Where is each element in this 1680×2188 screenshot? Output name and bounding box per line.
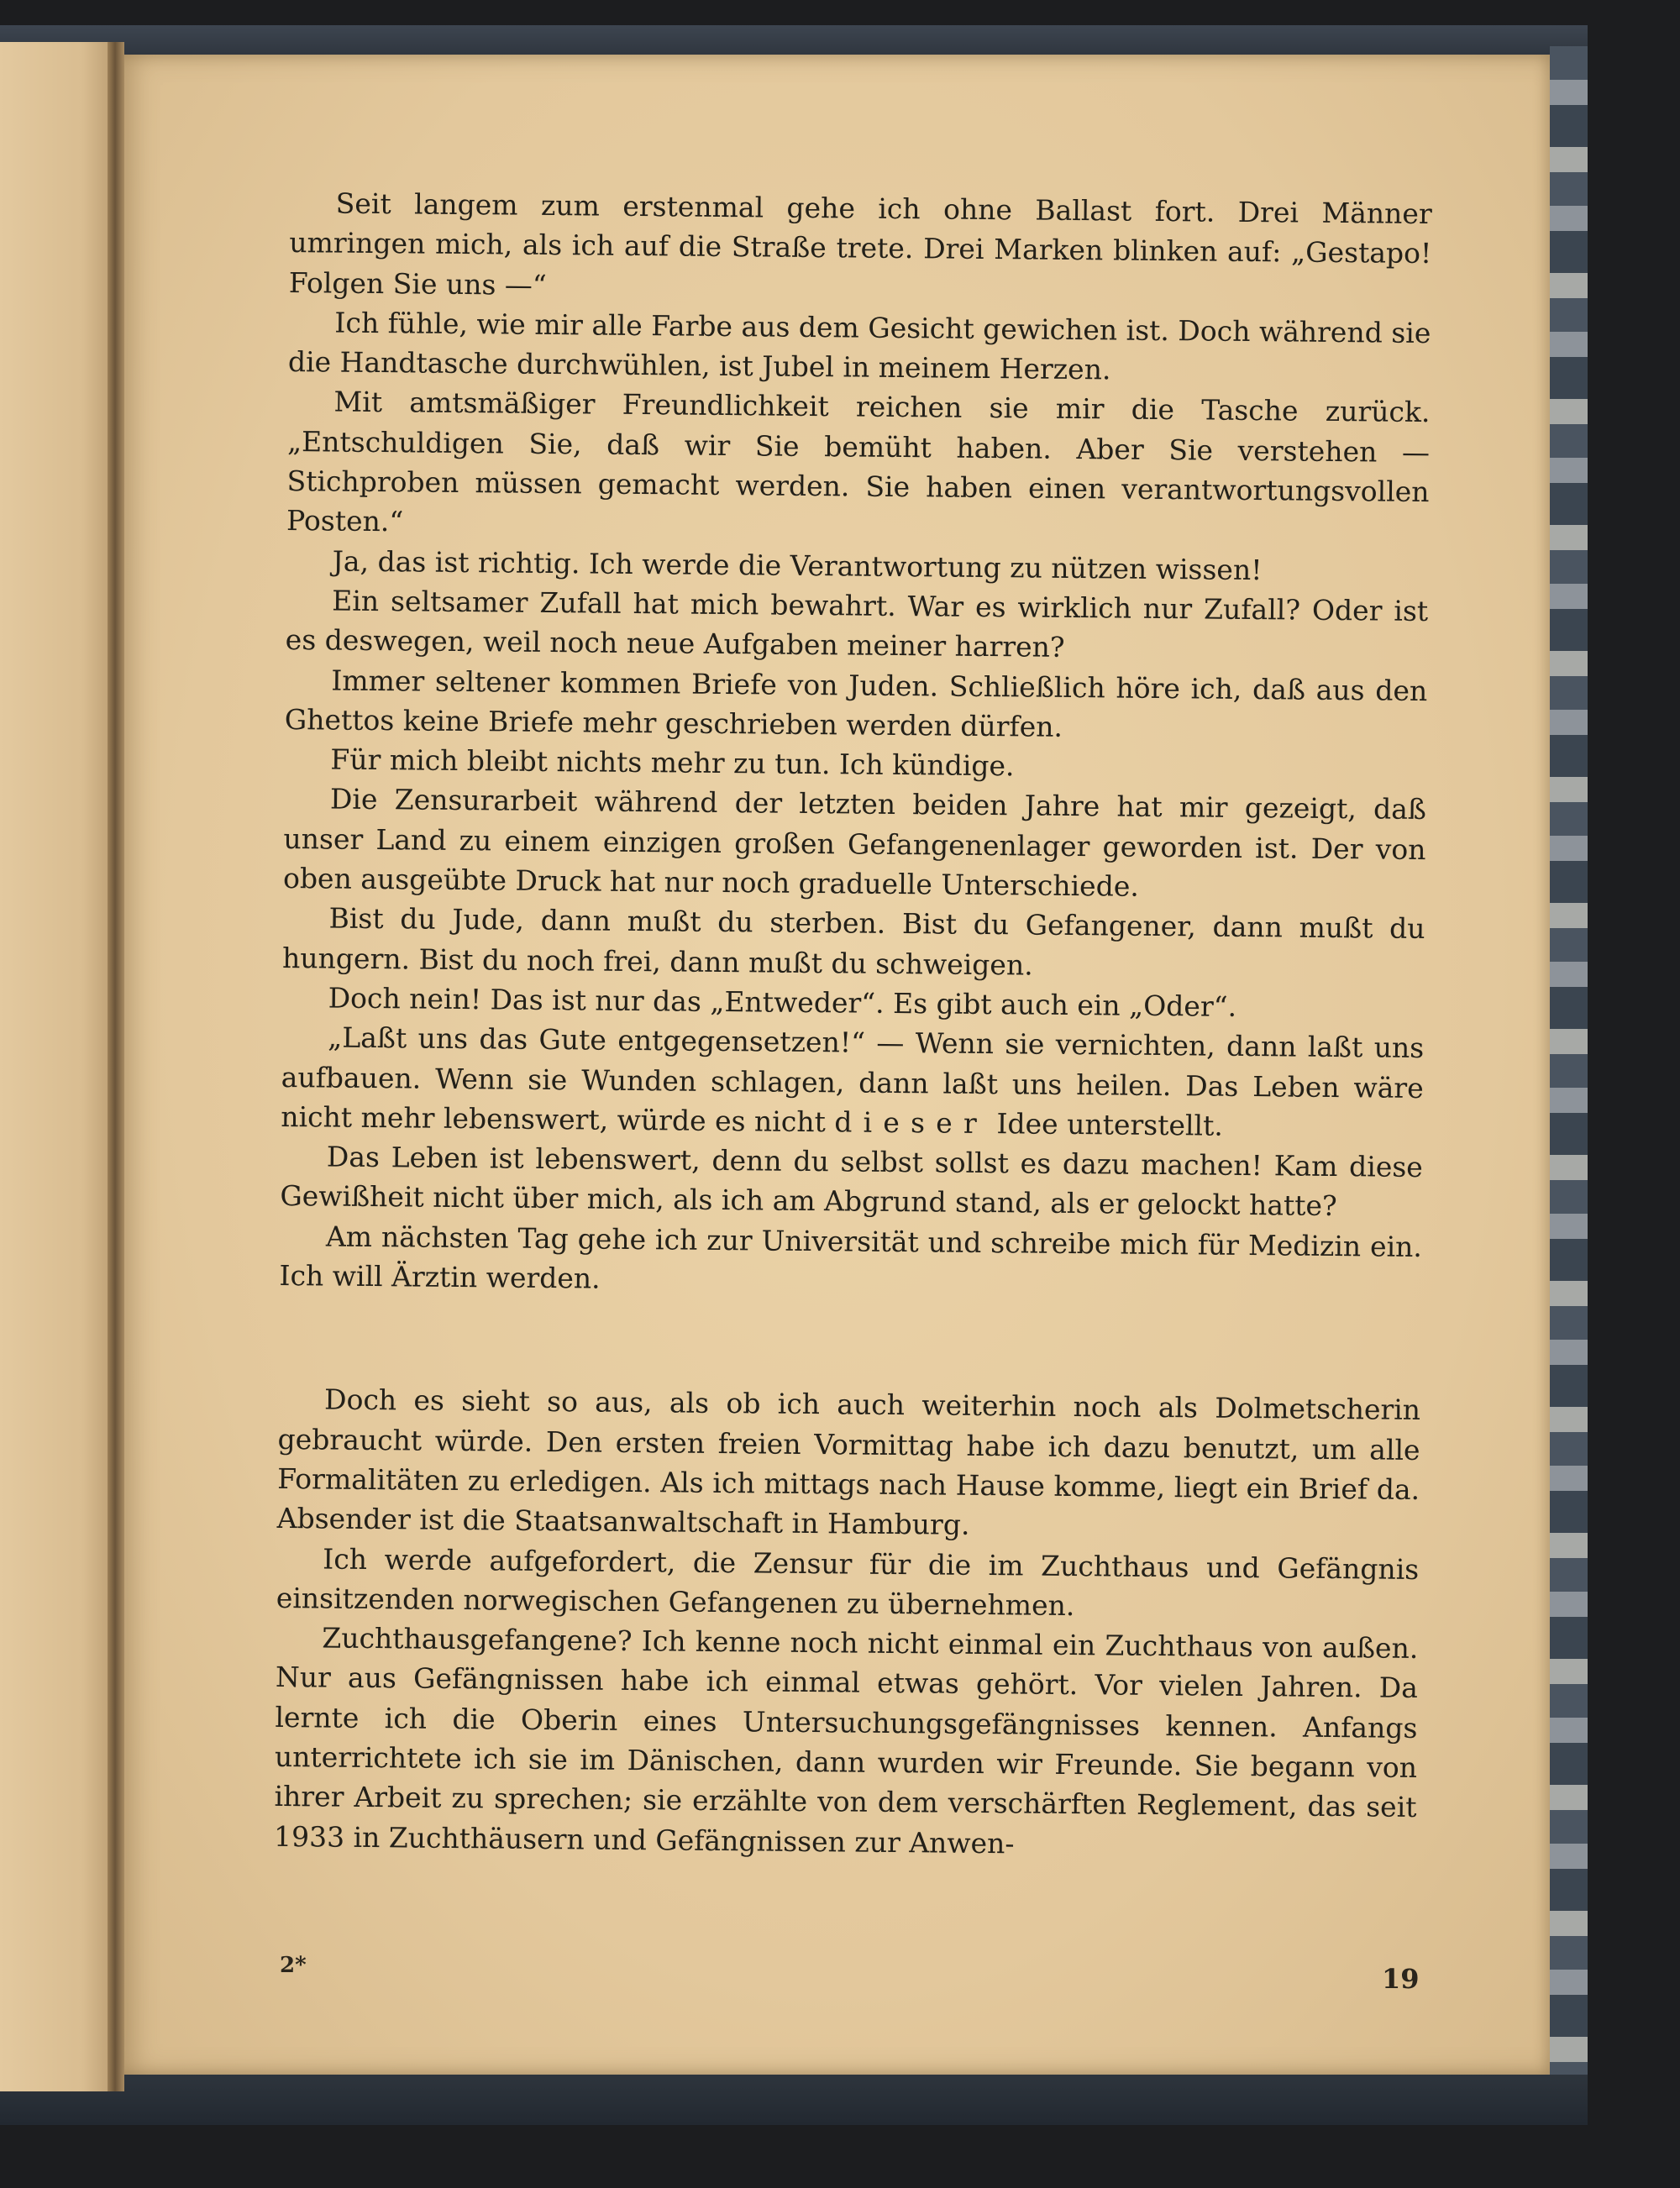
section-break	[278, 1295, 1421, 1390]
idea-text-after: Idee unterstellt.	[996, 1106, 1224, 1142]
paragraph: Ich werde aufgefordert, die Zensur für die im Zuchthaus und Gefängnis einsitzenden norwegischen Gefangenen zu übernehmen.	[276, 1541, 1420, 1622]
paragraph: Zuchthausgefangene? Ich kenne noch nicht einmal ein Zuchthaus von außen. Nur aus Gefängnissen habe ich einmal etwas gehört. Vor vielen Jahren. Da lernte ich die Oberin eines Untersuchungsgefängnisses kennen. Anfangs unterrichtete ich sie im Dänischen, dann wurden wir Freunde. Sie begann von ihrer Arbeit zu sprechen; sie erzählte von dem verschärften Reglement, das seit 1933 in Zuchthäusern und Gefängnissen zur Anwen-	[273, 1621, 1419, 1860]
idea-text-before: „Laßt uns das Gute entgegensetzen!“ — Wenn sie vernichten, dann laßt uns aufbauen. Wenn sie Wunden schlagen, dann laßt uns heilen. Das Leben wäre nicht mehr lebenswert, würde es nicht	[281, 1021, 1425, 1139]
paragraph: Mit amtsmäßiger Freundlichkeit reichen sie mir die Tasche zurück. „Entschuldigen Sie, daß wir Sie bemüht haben. Aber Sie verstehen — Stichproben müssen gemacht werden. Sie haben einen verantwortungsvollen Posten.“	[286, 386, 1431, 538]
signature-mark: 2*	[280, 1953, 307, 1978]
paragraph: Immer seltener kommen Briefe von Juden. Schließlich höre ich, daß aus den Ghettos keine Briefe mehr geschrieben werden dürfen.	[284, 664, 1428, 743]
paragraph: Das Leben ist lebenswert, denn du selbst sollst es dazu machen! Kam diese Gewißheit nicht über mich, als ich am Abgrund stand, als er gelockt hatte?	[280, 1140, 1424, 1223]
paragraph: Ja, das ist richtig. Ich werde die Verantwortung zu nützen wissen!	[332, 544, 1263, 586]
paragraph: Ein seltsamer Zufall hat mich bewahrt. War es wirklich nur Zufall? Oder ist es deswegen, weil noch neue Aufgaben meiner harren?	[285, 584, 1429, 664]
paragraph: Doch nein! Das ist nur das „Entweder“. Es gibt auch ein „Oder“.	[328, 981, 1237, 1023]
page-text	[274, 183, 1432, 1867]
paragraph: Doch es sieht so aus, als ob ich auch weiterhin noch als Dolmetscherin gebraucht würde. Den ersten freien Vormittag habe ich dazu benutzt, um alle Formalitäten zu erledigen. Als ich mittags nach Hause komme, liegt ein Brief da. Absender ist die Staatsanwaltschaft in Hamburg.	[276, 1383, 1421, 1542]
book-cover-bottom	[0, 2075, 1588, 2125]
paragraph: Die Zensurarbeit während der letzten beiden Jahre hat mir gezeigt, daß unser Land zu einem einzigen großen Gefangenenlager geworden ist. Der von oben ausgeübte Druck hat nur noch graduelle Unterschiede.	[282, 782, 1427, 903]
page-gutter	[108, 42, 124, 2091]
paragraph: Ich fühle, wie mir alle Farbe aus dem Gesicht gewichen ist. Doch während sie die Handtasche durchwühlen, ist Jubel in meinem Herzen.	[287, 306, 1431, 386]
paragraph: Seit langem zum erstenmal gehe ich ohne Ballast fort. Drei Männer umringen mich, als ich auf die Straße trete. Drei Marken blinken auf: „Gestapo! Folgen Sie uns —“	[288, 186, 1432, 302]
paragraph: Bist du Jude, dann mußt du sterben. Bist du Gefangener, dann mußt du hungern. Bist du noch frei, dann mußt du schweigen.	[281, 901, 1425, 982]
book-cover-right-edge	[1550, 46, 1588, 2096]
spaced-emphasis: dieser	[834, 1105, 989, 1140]
paragraph-idea	[281, 1017, 1424, 1147]
paragraph: Am nächsten Tag gehe ich zur Universität und schreibe mich für Medizin ein. Ich will Ärztin werden.	[279, 1220, 1423, 1295]
left-facing-page	[0, 42, 118, 2091]
page-number: 19	[1382, 1963, 1420, 1995]
paragraph: Für mich bleibt nichts mehr zu tun. Ich kündige.	[330, 742, 1015, 783]
